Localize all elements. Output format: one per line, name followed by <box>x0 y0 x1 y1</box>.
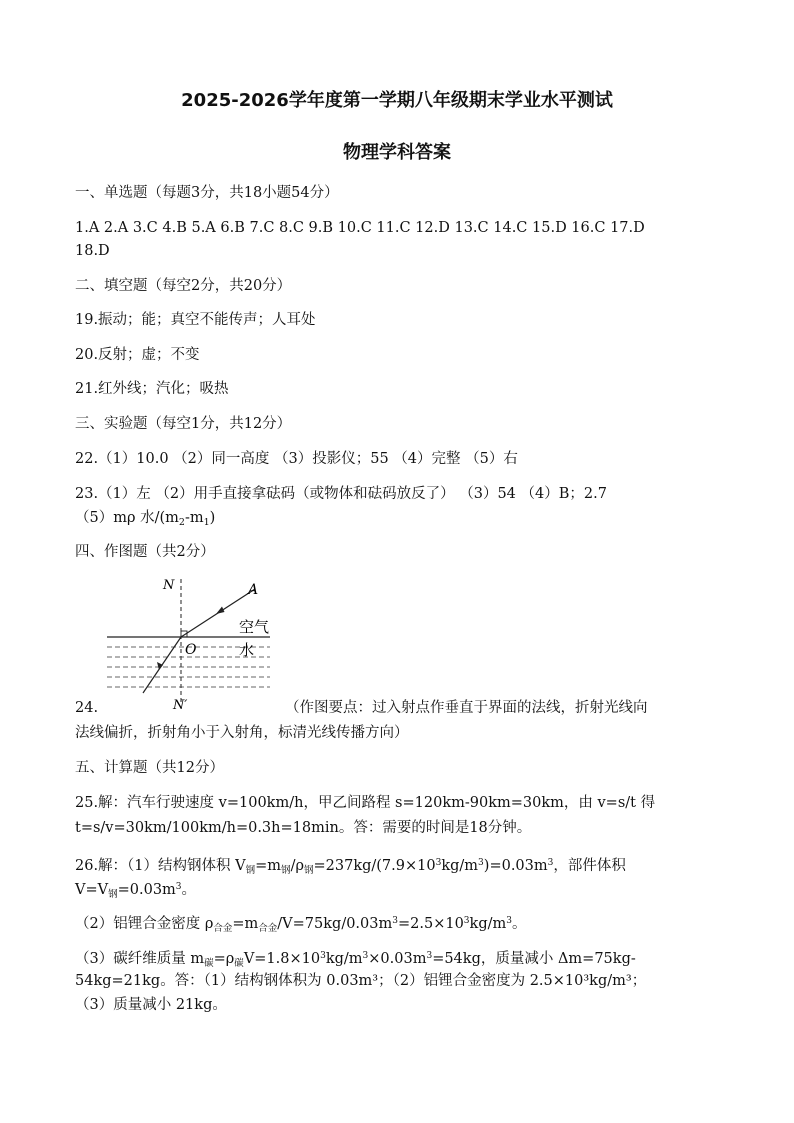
answer-19: 19.振动；能；真空不能传声；人耳处 <box>75 312 316 328</box>
section4-heading: 四、作图题（共2分） <box>75 544 215 560</box>
section1-answers-line1: 1.A 2.A 3.C 4.B 5.A 6.B 7.C 8.C 9.B 10.C 11.C 12.D 13.C 14.C 15.D 16.C 17.D <box>75 220 645 236</box>
answer-20: 20.反射；虚；不变 <box>75 347 200 363</box>
document-title: 2025-2026学年度第一学期八年级期末学业水平测试 <box>181 90 613 111</box>
section5-heading: 五、计算题（共12分） <box>75 760 224 776</box>
label-air: 空气 <box>239 618 270 636</box>
answer-21: 21.红外线；汽化；吸热 <box>75 381 229 397</box>
answer-23-line2: （5）mρ 水$/(m_2-m_1)$ <box>75 510 216 528</box>
label-N: N <box>163 578 175 593</box>
answer-26-part3-line2: 54kg=21kg。答：（1）结构钢体积为 0.03m³；（2）铝锂合金密度为 2.5×10³kg/m³； <box>75 973 647 989</box>
answer-24-number: 24. <box>75 700 99 716</box>
answer-24-note-line2: 法线偏折，折射角小于入射角，标清光线传播方向） <box>75 725 409 741</box>
label-O: O <box>185 642 197 658</box>
answer-26-part2: （2）铝锂合金密度 $\rho_{合金}=m_{合金}/V=75kg/0.03m^3=2.5\times 10^3kg/m^3$。 <box>75 916 527 934</box>
refraction-diagram <box>105 575 275 715</box>
answer-23-line1: 23.（1）左 （2）用手直接拿砝码（或物体和砝码放反了） （3）54 （4）B；2.7 <box>75 486 607 502</box>
label-water: 水 <box>239 641 255 659</box>
answer-25-line2: t=s/v=30km/100km/h=0.3h=18min。答：需要的时间是18分钟。 <box>75 820 532 836</box>
answer-24-note-line1: （作图要点：过入射点作垂直于界面的法线，折射光线向 <box>285 700 648 716</box>
answer-26-part3-line1: （3）碳纤维质量 $m_碳=\rho_碳V=1.8\times 10^3kg/m^3\times 0.03m^3=54kg$，质量减小 Δm=75kg- <box>75 951 636 969</box>
incident-arrow <box>216 607 225 615</box>
section2-heading: 二、填空题（每空2分，共20分） <box>75 278 292 294</box>
answer-26-line2: $V=V_钢=0.03m^3$。 <box>75 882 197 900</box>
answer-26-part3-line3: （3）质量减小 21kg。 <box>75 997 227 1013</box>
section3-heading: 三、实验题（每空1分，共12分） <box>75 416 292 432</box>
answer-26-line1: 26.解：（1）结构钢体积 $V_钢=m_钢/\rho_钢=237kg/(7.9\times 10^3kg/m^3)=0.03m^3$，部件体积 <box>75 858 626 876</box>
label-A: A <box>248 582 259 598</box>
section1-heading: 一、单选题（每题3分，共18小题54分） <box>75 185 339 201</box>
label-N-prime: N′ <box>173 698 188 713</box>
section1-answers-line2: 18.D <box>75 243 110 259</box>
document-subtitle: 物理学科答案 <box>343 142 451 163</box>
answer-25-line1: 25.解：汽车行驶速度 v=100km/h，甲乙间路程 s=120km-90km=30km，由 v=s/t 得 <box>75 795 656 811</box>
answer-22: 22.（1）10.0 （2）同一高度 （3）投影仪；55 （4）完整 （5）右 <box>75 451 518 467</box>
